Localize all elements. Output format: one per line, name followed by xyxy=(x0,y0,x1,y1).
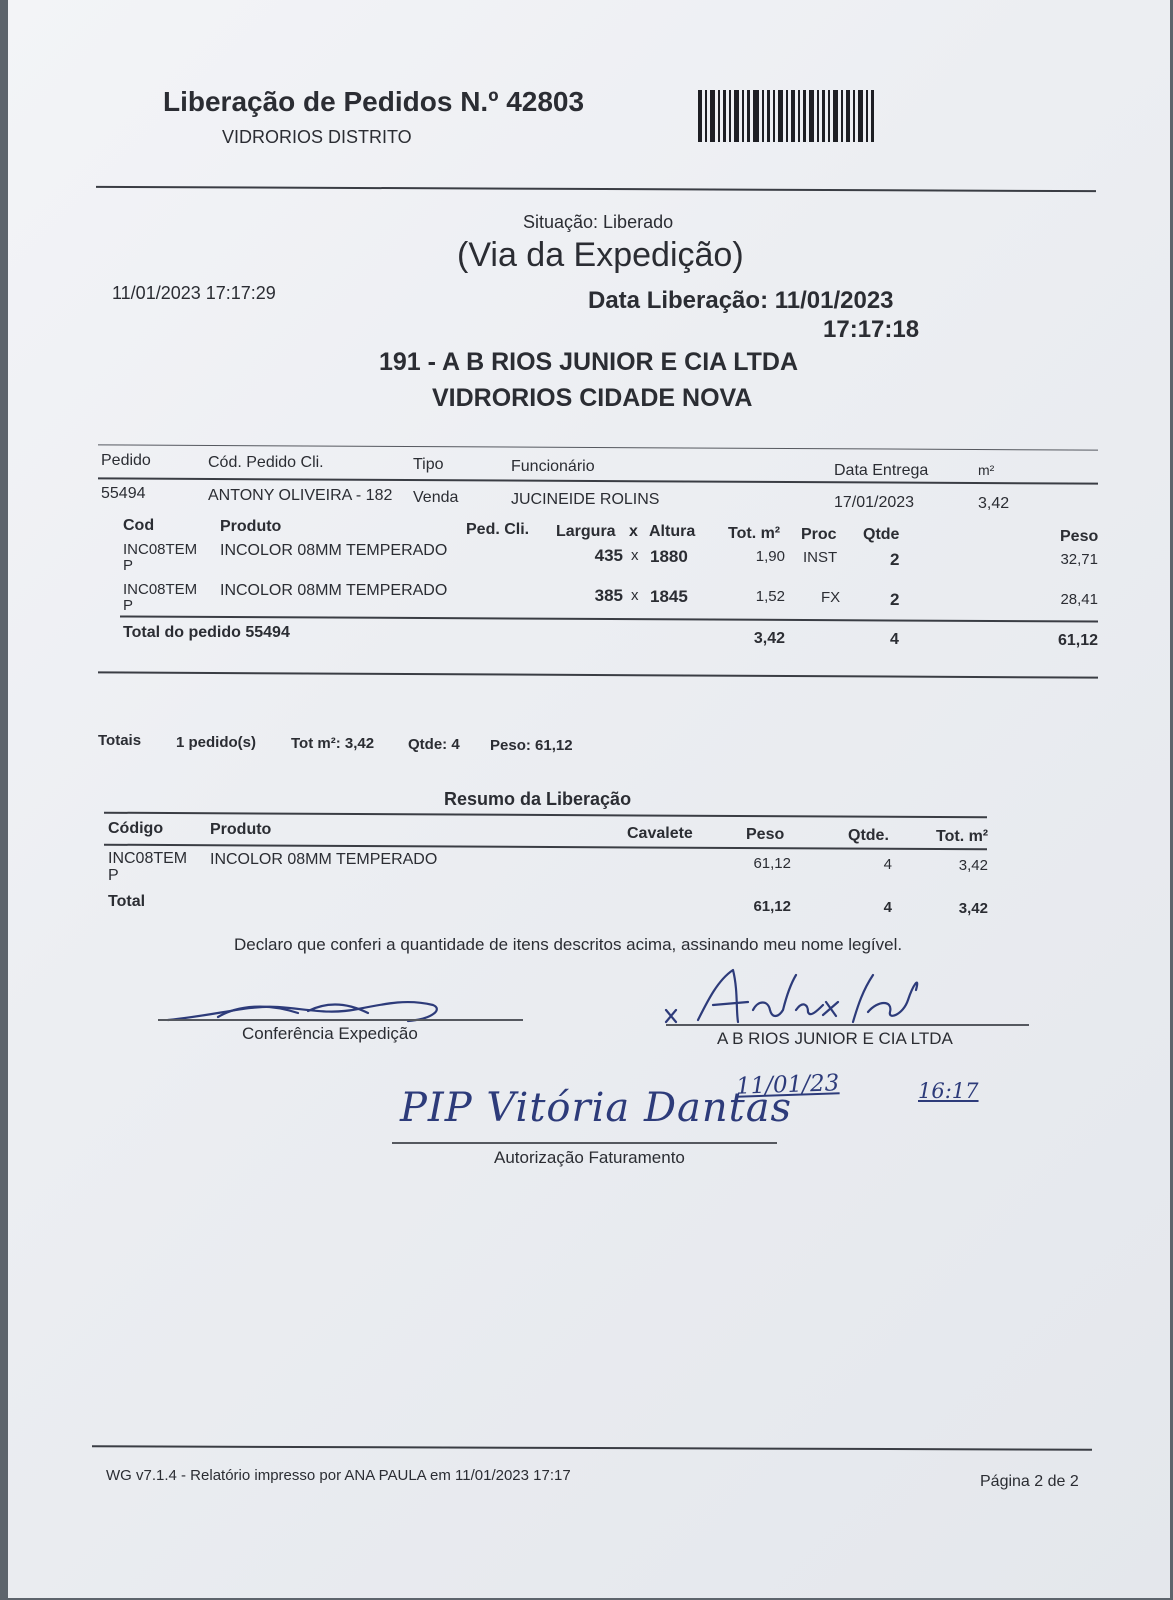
hora-liberacao: 17:17:18 xyxy=(823,316,920,343)
conferencia-line xyxy=(158,1019,523,1021)
items-col-qtde: Qtde xyxy=(863,526,900,543)
client-signature-label: A B RIOS JUNIOR E CIA LTDA xyxy=(717,1029,953,1048)
item-largura: 385 xyxy=(594,586,623,605)
resumo-row-produto: INCOLOR 08MM TEMPERADO xyxy=(210,851,438,868)
item-largura: 435 xyxy=(594,546,623,565)
items-col-tot-m2: Tot. m² xyxy=(728,525,781,542)
item-proc: INST xyxy=(803,549,838,566)
item-tot-m2: 1,90 xyxy=(755,548,785,565)
order-bottom-rule xyxy=(98,671,1098,678)
order-pedido: 55494 xyxy=(101,485,146,502)
item-qtde: 2 xyxy=(890,590,900,609)
footer-printed-by: WG v7.1.4 - Relatório impresso por ANA PAULA em 11/01/2023 17:17 xyxy=(106,1467,571,1484)
totais-qtde: Qtde: 4 xyxy=(408,736,460,753)
handwritten-name: PIP Vitória Dantas xyxy=(400,1085,793,1131)
footer-page-number: Página 2 de 2 xyxy=(980,1473,1079,1490)
footer-rule xyxy=(92,1445,1092,1450)
barcode-icon xyxy=(698,90,874,142)
order-m2: 3,42 xyxy=(978,495,1010,512)
totais-m2: Tot m²: 3,42 xyxy=(291,735,375,752)
item-altura: 1845 xyxy=(650,587,688,606)
item-cod-suffix: P xyxy=(123,597,134,614)
item-cod-suffix: P xyxy=(123,557,134,574)
resumo-col-peso: Peso xyxy=(746,826,785,843)
order-cliente: ANTONY OLIVEIRA - 182 xyxy=(208,487,393,504)
company-name: VIDRORIOS DISTRITO xyxy=(222,127,412,147)
autorizacao-line xyxy=(392,1142,777,1144)
data-liberacao: Data Liberação: 11/01/2023 xyxy=(588,287,894,314)
handwritten-time: 16:17 xyxy=(918,1079,979,1103)
header-divider xyxy=(96,186,1096,192)
items-col-altura: Altura xyxy=(649,523,696,540)
items-col-peso: Peso xyxy=(1060,528,1099,545)
items-col-produto: Produto xyxy=(220,518,282,535)
col-cod-pedido-cli: Cód. Pedido Cli. xyxy=(208,454,324,471)
item-x: x xyxy=(631,547,639,564)
resumo-row-cod: INC08TEM xyxy=(108,850,188,867)
totais-peso: Peso: 61,12 xyxy=(490,737,573,754)
resumo-col-produto: Produto xyxy=(210,821,272,838)
col-tipo: Tipo xyxy=(413,456,444,473)
document-title: Liberação de Pedidos N.º 42803 xyxy=(163,86,585,117)
item-peso: 28,41 xyxy=(1060,591,1098,608)
print-timestamp: 11/01/2023 17:17:29 xyxy=(112,283,276,303)
item-altura: 1880 xyxy=(650,547,688,566)
order-total-m2: 3,42 xyxy=(753,630,785,647)
order-total-peso: 61,12 xyxy=(1057,632,1098,649)
resumo-row-qtde: 4 xyxy=(883,856,892,873)
resumo-top-rule xyxy=(104,812,987,819)
col-data-entrega: Data Entrega xyxy=(834,462,929,479)
resumo-total-tot-m2: 3,42 xyxy=(958,900,988,917)
item-cod: INC08TEM xyxy=(123,581,198,598)
col-funcionario: Funcionário xyxy=(511,458,595,475)
order-funcionario: JUCINEIDE ROLINS xyxy=(511,491,660,508)
order-total-qtde: 4 xyxy=(890,631,899,648)
document-page xyxy=(8,0,1170,1598)
item-peso: 32,71 xyxy=(1060,551,1098,568)
situacao-label: Situação: Liberado xyxy=(523,212,674,232)
resumo-col-tot-m2: Tot. m² xyxy=(936,828,989,845)
item-cod: INC08TEM xyxy=(123,541,198,558)
conferencia-label: Conferência Expedição xyxy=(242,1024,418,1043)
store-name: VIDRORIOS CIDADE NOVA xyxy=(432,384,753,412)
client-signature-line xyxy=(666,1024,1029,1026)
resumo-row-peso: 61,12 xyxy=(753,855,791,872)
resumo-total-qtde: 4 xyxy=(883,899,892,916)
resumo-row-tot-m2: 3,42 xyxy=(958,857,988,874)
item-x: x xyxy=(631,587,639,604)
col-pedido: Pedido xyxy=(101,452,151,469)
via-label: (Via da Expedição) xyxy=(457,236,744,274)
resumo-col-codigo: Código xyxy=(108,820,164,837)
declaration-text: Declaro que conferi a quantidade de itens descritos acima, assinando meu nome legível. xyxy=(234,935,903,954)
order-top-rule xyxy=(98,444,1098,450)
resumo-row-cod-suffix: P xyxy=(108,867,119,884)
items-col-largura: Largura xyxy=(556,523,616,540)
item-proc: FX xyxy=(821,589,841,606)
order-tipo: Venda xyxy=(413,489,459,506)
order-total-rule xyxy=(120,615,1098,622)
items-col-ped-cli: Ped. Cli. xyxy=(466,521,530,538)
client-signature xyxy=(658,950,928,1035)
totais-label: Totais xyxy=(98,732,142,749)
resumo-col-cavalete: Cavalete xyxy=(627,825,693,842)
order-total-label: Total do pedido 55494 xyxy=(123,624,290,641)
item-tot-m2: 1,52 xyxy=(755,588,785,605)
item-qtde: 2 xyxy=(890,550,900,569)
order-header-rule xyxy=(98,477,1098,484)
handwritten-date: 11/01/23 xyxy=(735,1070,840,1100)
resumo-total-label: Total xyxy=(108,893,146,910)
resumo-total-peso: 61,12 xyxy=(753,898,791,915)
order-data-entrega: 17/01/2023 xyxy=(834,494,915,511)
resumo-title: Resumo da Liberação xyxy=(444,789,632,809)
item-produto: INCOLOR 08MM TEMPERADO xyxy=(220,542,448,559)
totais-pedidos: 1 pedido(s) xyxy=(176,734,257,751)
item-produto: INCOLOR 08MM TEMPERADO xyxy=(220,582,448,599)
items-col-cod: Cod xyxy=(123,517,155,534)
items-col-x: x xyxy=(629,523,638,540)
client-name: 191 - A B RIOS JUNIOR E CIA LTDA xyxy=(379,348,799,376)
resumo-col-qtde: Qtde. xyxy=(848,827,889,844)
col-m2: m² xyxy=(978,462,995,478)
items-col-proc: Proc xyxy=(801,526,837,543)
autorizacao-label: Autorização Faturamento xyxy=(494,1148,685,1167)
